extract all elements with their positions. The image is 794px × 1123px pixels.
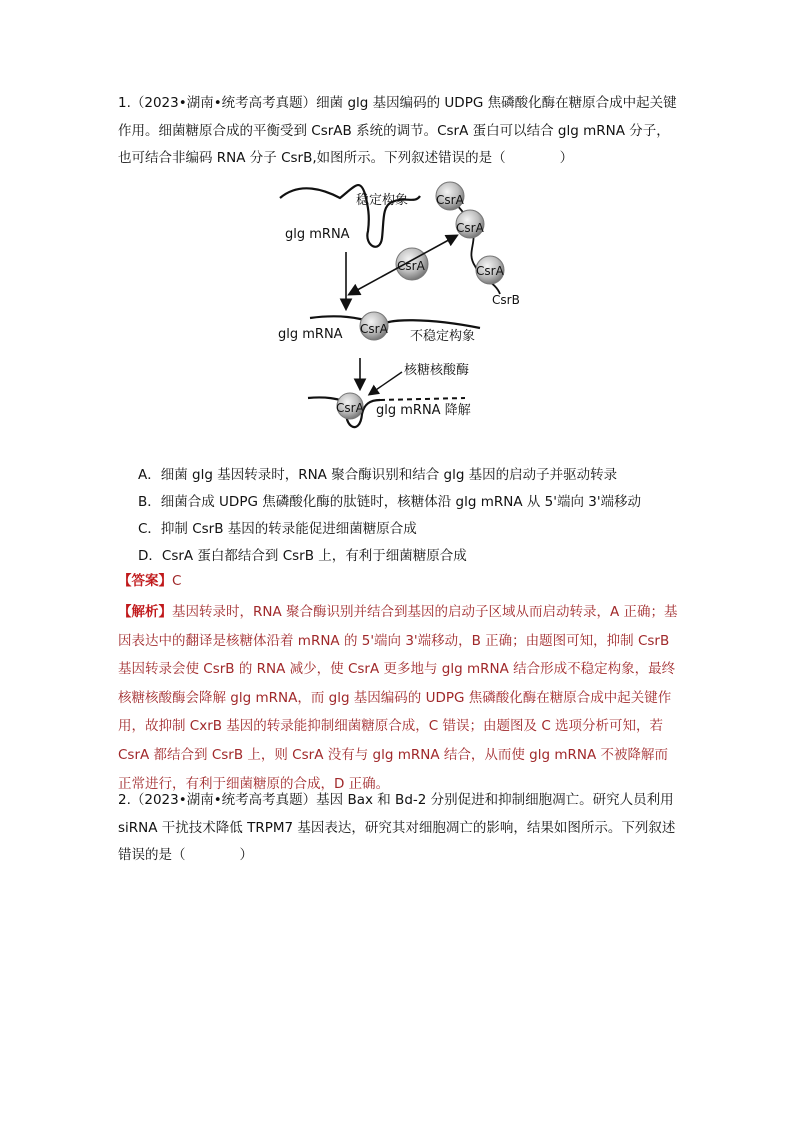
degrade-dashed-line [380,398,465,400]
rnase-label: 核糖核酸酶 [404,363,470,378]
option-a: A．细菌 glg 基因转录时，RNA 聚合酶识别和结合 glg 基因的启动子并驱动转录 [138,467,618,483]
answer-value: C [172,573,182,589]
csra-label-3: CsrA [476,264,504,278]
analysis-text: 基因转录时，RNA 聚合酶识别并结合到基因的启动子区域从而启动转录，A 正确；基因表达中的翻译是核糖体沿着 mRNA 的 5'端向 3'端移动，B 正确；由题图可知，抑制 CsrB 基因转录会使 CsrB 的 RNA 减少，使 CsrA 更多地与 glg mRNA 结合形成不稳定构象，最终核糖核酸酶会降解 glg mRNA，而 glg 基因编码的 UDPG 焦磷酸化酶在糖原合成中起关键作用，故抑制 CxrB 基因的转录能抑制细菌糖原合成，C 错误；由题图及 C 选项分析可知，若 CsrA 都结合到 CsrB 上，则 CsrA 没有与 glg mRNA 结合，从而使 glg mRNA 不被降解而正常进行，有利于细菌糖原的合成，D 正确。 [118,604,678,792]
q2-stem: 2.（2023•湖南•统考高考真题）基因 Bax 和 Bd-2 分别促进和抑制细胞凋亡。研究人员利用 siRNA 干扰技术降低 TRPM7 基因表达，研究其对细胞凋亡的影响，结果如图所示。下列叙述错误的是（ ） [118,792,676,863]
q1-stem: 1.（2023•湖南•统考高考真题）细菌 glg 基因编码的 UDPG 焦磷酸化酶在糖原合成中起关键作用。细菌糖原合成的平衡受到 CsrAB 系统的调节。CsrA 蛋白可以结合 glg mRNA 分子，也可结合非编码 RNA 分子 CsrB,如图所示。下列叙述错误的是（ ） [118,95,677,166]
answer-tag: 【答案】 [118,573,172,589]
rnase-arrow [370,372,402,394]
csra-label-1: CsrA [436,193,464,207]
glg-mrna-mid-label: glg mRNA [278,327,343,342]
answer-line [118,569,678,593]
csrb-label: CsrB [492,293,520,307]
csra-label-bound: CsrA [360,322,388,336]
analysis [118,598,678,798]
csrab-diagram [270,176,530,446]
stable-label: 稳定构象 [356,193,409,208]
option-c: C．抑制 CsrB 基因的转录能促进细菌糖原合成 [138,521,417,537]
analysis-tag: 【解析】 [118,604,172,620]
unstable-label: 不稳定构象 [410,329,476,344]
option-d: D．CsrA 蛋白都结合到 CsrB 上，有利于细菌糖原合成 [138,548,467,564]
equilibrium-arrow [350,236,456,294]
csra-label-free: CsrA [397,259,425,273]
csra-label-degrade: CsrA [336,401,364,415]
glg-mrna-top-label: glg mRNA [285,227,350,242]
csra-label-2: CsrA [456,221,484,235]
option-b: B．细菌合成 UDPG 焦磷酸化酶的肽链时，核糖体沿 glg mRNA 从 5'端向 3'端移动 [138,494,642,510]
degrade-label: glg mRNA 降解 [376,403,471,418]
